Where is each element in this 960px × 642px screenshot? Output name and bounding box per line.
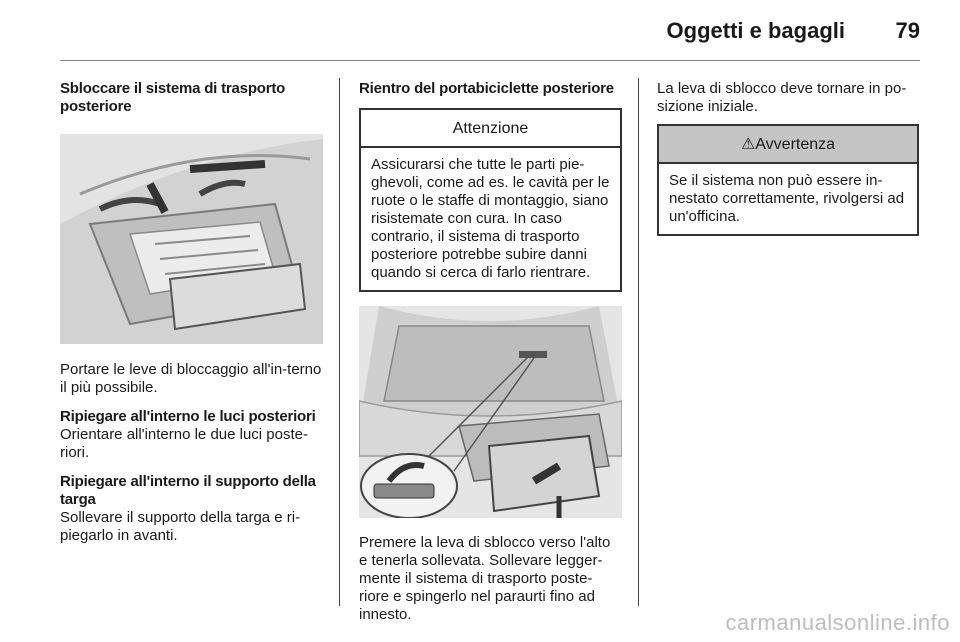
section-heading-retract: Rientro del portabiciclette posteriore	[359, 80, 614, 97]
column-3	[657, 80, 919, 236]
paragraph-rear-lights: Orientare all'interno le due luci poste-riori.	[60, 426, 308, 461]
illustration-rear-carrier-unlock	[60, 134, 323, 344]
section-heading-unlock: Sbloccare il sistema di trasporto posteriore	[60, 80, 286, 115]
column-divider-2	[638, 78, 639, 606]
page-header-title: Oggetti e bagagli	[666, 18, 845, 43]
header-rule	[60, 60, 920, 61]
warning-box	[657, 124, 919, 236]
paragraph-press-lever: Premere la leva di sblocco verso l'alto e tenerla sollevata. Sollevare legger-mente il sistema di trasporto poste-riore e spingerlo nel paraurti fino ad innesto.	[359, 534, 611, 623]
watermark: carmanualsonline.info	[725, 610, 950, 635]
warning-title-bar	[659, 126, 917, 164]
attention-box	[359, 108, 622, 292]
warning-title: Avvertenza	[755, 136, 836, 153]
column-divider-1	[339, 78, 340, 606]
paragraph-lock-levers: Portare le leve di bloccaggio all'in-terno il più possibile.	[60, 361, 322, 396]
section-heading-plate-holder: Ripiegare all'interno il supporto della targa	[60, 473, 316, 508]
warning-triangle-icon: ⚠	[740, 136, 756, 153]
attention-text: Assicurarsi che tutte le parti pie-ghevoli, come ad es. le cavità per le ruote o le staffe di montaggio, siano risistemate con cura. In caso contrario, il sistema di trasporto posteriore potrebbe subire danni quando si cerca di farlo rientrare.	[371, 156, 610, 281]
page-number: 79	[895, 18, 920, 43]
column-1	[60, 80, 325, 545]
attention-title: Attenzione	[361, 110, 620, 148]
warning-text: Se il sistema non può essere in-nestato correttamente, rivolgersi ad un'officina.	[669, 172, 905, 225]
section-heading-rear-lights: Ripiegare all'interno le luci posteriori	[60, 408, 316, 425]
paragraph-plate-holder: Sollevare il supporto della targa e ri-piegarlo in avanti.	[60, 509, 301, 544]
column-2	[359, 80, 622, 624]
illustration-release-lever	[359, 306, 622, 518]
paragraph-lever-return: La leva di sblocco deve tornare in po-sizione iniziale.	[657, 80, 907, 115]
